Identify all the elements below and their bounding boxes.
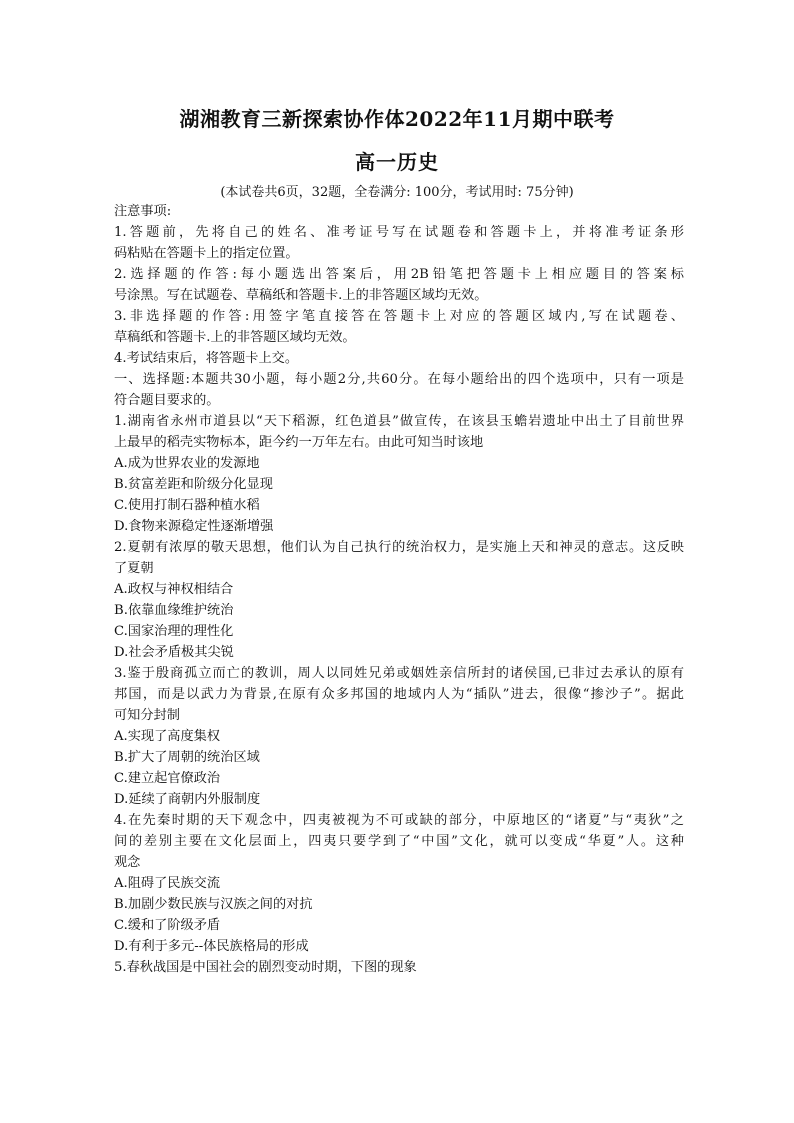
question-stem-line: 5.春秋战国是中国社会的剧烈变动时期，下图的现象 (114, 960, 417, 975)
option-c: C.缓和了阶级矛盾 (114, 918, 221, 933)
notice-item-3 (114, 306, 684, 348)
option-b: B.扩大了周朝的统治区域 (114, 750, 260, 765)
notice-line: 3.非选择题的作答:用签字笔直接答在答题卡上对应的答题区域内,写在试题卷、 (114, 309, 684, 324)
option-c: C.国家治理的理性化 (114, 624, 234, 639)
section-line: 一、选择题:本题共30小题，每小题2分,共60分。在每小题给出的四个选项中，只有一项是 (114, 372, 684, 387)
question-5 (114, 957, 684, 978)
question-stem-line: 3.鉴于殷商孤立而亡的教训，周人以同姓兄弟或姻姓亲信所封的诸侯国,已非过去承认的原有 (114, 666, 684, 681)
option-a: A.政权与神权相结合 (114, 582, 234, 597)
question-stem-line: 4.在先秦时期的天下观念中，四夷被视为不可或缺的部分，中原地区的“诸夏”与“夷狄”之 (114, 813, 684, 828)
exam-title: 湖湘教育三新探索协作体2022年11月期中联考 (179, 107, 615, 131)
notice-line: 草稿纸和答题卡.上的非答题区域均无效。 (114, 330, 356, 345)
notice-line: 号涂黑。写在试题卷、草稿纸和答题卡.上的非答题区域均无效。 (114, 288, 488, 303)
section-line: 符合题目要求的。 (114, 393, 220, 408)
notice-line: 码粘贴在答题卡上的指定位置。 (114, 246, 299, 261)
option-a: A.阻碍了民族交流 (114, 876, 221, 891)
option-c: C.建立起官僚政治 (114, 771, 221, 786)
notice-item-4 (114, 348, 684, 369)
option-d: D.有利于多元--体民族格局的形成 (114, 939, 309, 954)
notice-line: 2.选择题的作答:每小题选出答案后，用2B铅笔把答题卡上相应题目的答案标 (114, 267, 684, 282)
option-b: B.贫富差距和阶级分化显现 (114, 477, 273, 492)
notice-line: 4.考试结束后，将答题卡上交。 (114, 351, 299, 366)
question-stem-line: 上最早的稻壳实物标本，距今约一万年左右。由此可知当时该地 (114, 435, 484, 450)
notice-heading: 注意事项: (114, 204, 172, 219)
option-d: D.社会矛盾极其尖锐 (114, 645, 234, 660)
notice-line: 1.答题前，先将自己的姓名、准考证号写在试题卷和答题卡上，并将准考证条形 (114, 225, 684, 240)
question-stem-line: 了夏朝 (114, 561, 154, 576)
subject-title: 高一历史 (355, 150, 439, 174)
question-stem-line: 邦国，而是以武力为背景,在原有众多邦国的地域内人为“插队”进去，很像“掺沙子”。据此 (114, 687, 684, 702)
question-1 (114, 411, 684, 537)
section-heading (114, 369, 684, 411)
question-stem-line: 观念 (114, 855, 141, 870)
question-2 (114, 537, 684, 663)
option-b: B.加剧少数民族与汉族之间的对抗 (114, 897, 313, 912)
question-stem-line: 间的差别主要在文化层面上，四夷只要学到了“中国”文化，就可以变成“华夏”人。这种 (114, 834, 684, 849)
question-stem-line: 2.夏朝有浓厚的敬天思想，他们认为自己执行的统治权力，是实施上天和神灵的意志。这反映 (114, 540, 684, 555)
notice-item-1 (114, 222, 684, 264)
option-d: D.食物来源稳定性逐渐增强 (114, 519, 274, 534)
exam-body (114, 201, 684, 978)
option-c: C.使用打制石器种植水稻 (114, 498, 260, 513)
option-d: D.延续了商朝内外服制度 (114, 792, 261, 807)
notice-item-2 (114, 264, 684, 306)
option-b: B.依靠血缘维护统治 (114, 603, 234, 618)
question-stem-line: 可知分封制 (114, 708, 180, 723)
exam-info: (本试卷共6页，32题，全卷满分: 100分，考试用时: 75分钟) (220, 185, 574, 200)
question-4 (114, 810, 684, 957)
question-stem-line: 1.湖南省永州市道县以“天下稻源，红色道县”做宣传，在该县玉蟾岩遗址中出土了目前世界 (114, 414, 684, 429)
option-a: A.成为世界农业的发源地 (114, 456, 260, 471)
option-a: A.实现了高度集权 (114, 729, 221, 744)
question-3 (114, 663, 684, 810)
